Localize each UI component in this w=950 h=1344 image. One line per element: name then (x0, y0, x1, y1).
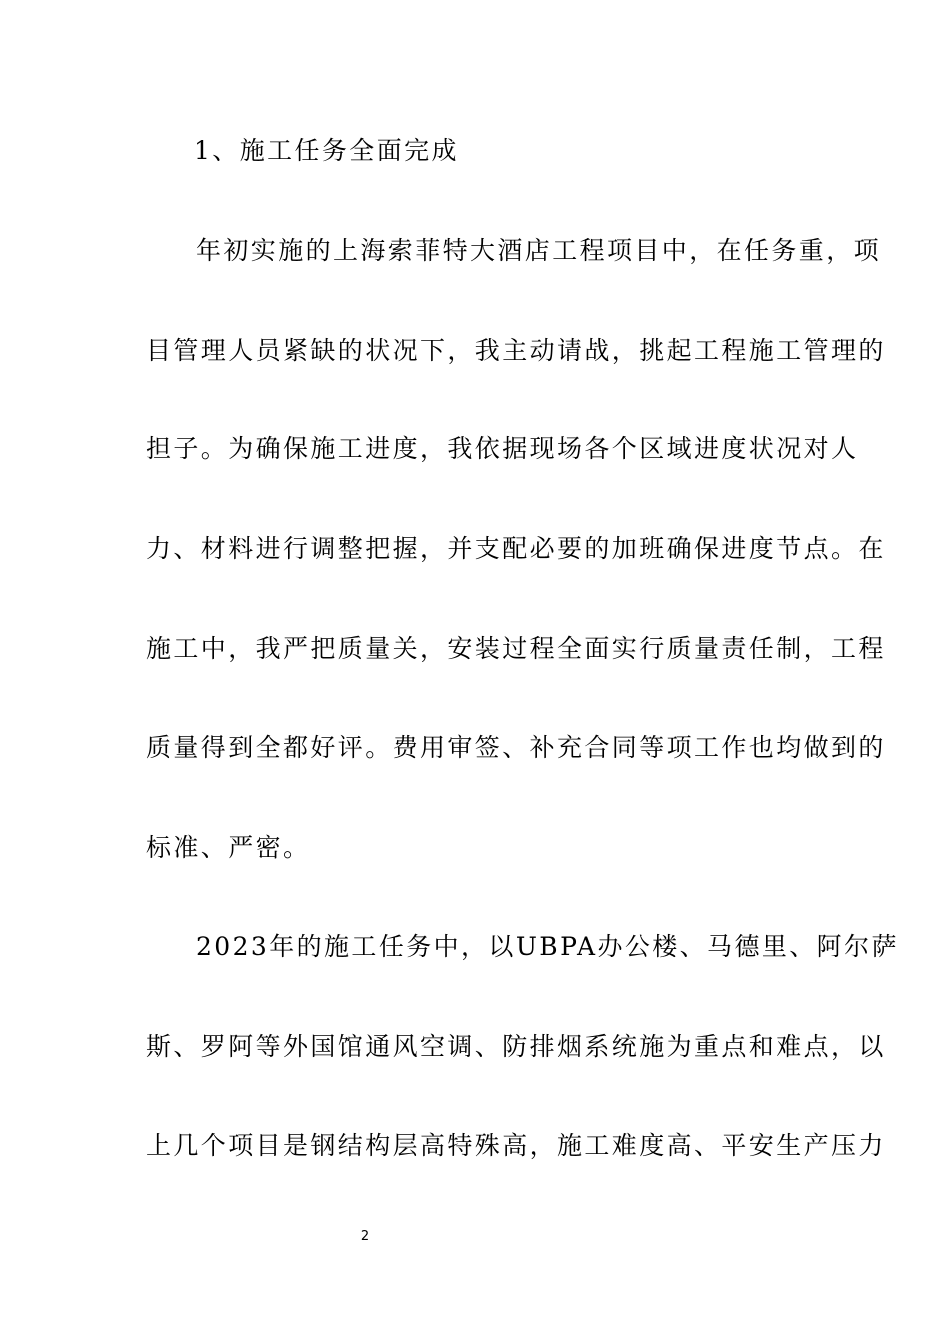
paragraph-1-line-1: 年初实施的上海索菲特大酒店工程项目中，在任务重，项 (196, 236, 882, 265)
paragraph-1-line-5: 施工中，我严把质量关，安装过程全面实行质量责任制，工程 (146, 634, 886, 663)
paragraph-1-line-2: 目管理人员紧缺的状况下，我主动请战，挑起工程施工管理的 (146, 336, 886, 365)
paragraph-1-line-7: 标准、严密。 (146, 833, 311, 862)
paragraph-2-line-3: 上几个项目是钢结构层高特殊高，施工难度高、平安生产压力 (146, 1131, 886, 1160)
paragraph-1-line-4: 力、材料进行调整把握，并支配必要的加班确保进度节点。在 (146, 534, 886, 563)
paragraph-1-line-6: 质量得到全都好评。费用审签、补充合同等项工作也均做到的 (146, 733, 886, 762)
section-heading: 1、施工任务全面完成 (194, 136, 459, 165)
page-number: 2 (360, 1229, 370, 1244)
paragraph-1-line-3: 担子。为确保施工进度，我依据现场各个区域进度状况对人 (146, 434, 859, 463)
paragraph-2-line-1: 2023年的施工任务中，以UBPA办公楼、马德里、阿尔萨 (196, 932, 899, 961)
paragraph-2-line-2: 斯、罗阿等外国馆通风空调、防排烟系统施为重点和难点，以 (146, 1032, 886, 1061)
